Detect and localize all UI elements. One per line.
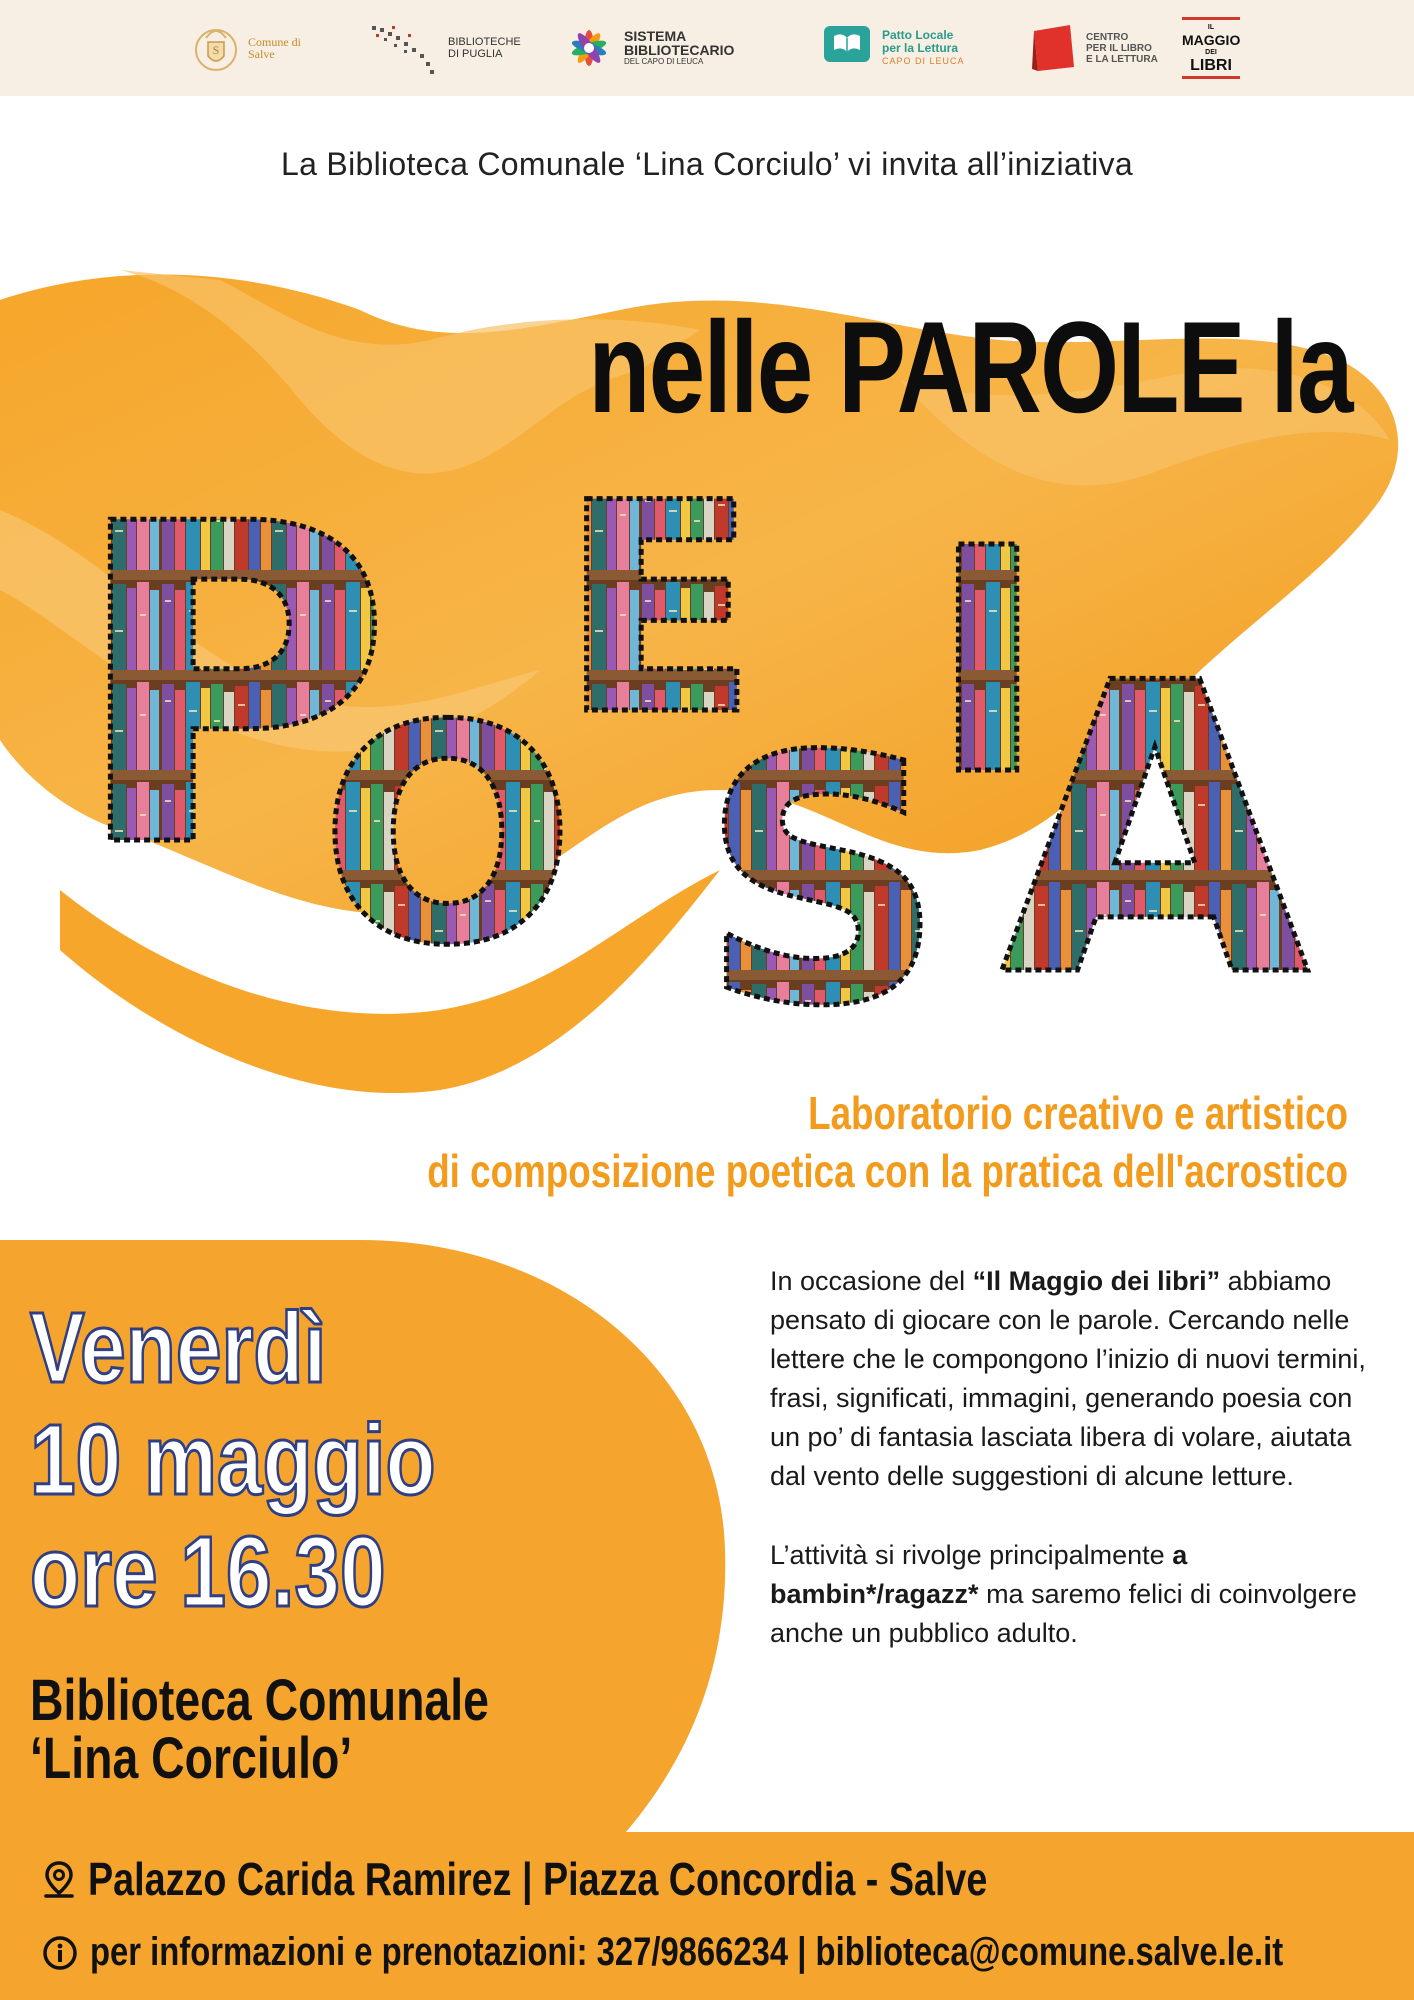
description: [770, 1262, 1370, 1693]
logo-bar: [0, 0, 1414, 96]
letter-p: P: [70, 432, 393, 944]
description-paragraph-1: In occasione del “Il Maggio dei libri” abbiamo pensato di giocare con le parole. Cercando nelle lettere che le compongono l’inizio di nuovi termini, frasi, significati, immagini, generando poesia con un po’ di fantasia lasciata libera di volare, aiutata dal vento delle suggestioni di alcune letture.: [770, 1266, 1366, 1491]
coat-of-arms-icon: [192, 20, 240, 76]
description-paragraph-2: L’attività si rivolge principalmente a bambin*/ragazz* ma saremo felici di coinvolgere anche un pubblico adulto.: [770, 1540, 1357, 1648]
poesia-bookshelf-word: [0, 380, 1414, 1020]
address-text: Palazzo Carida Ramirez | Piazza Concordia - Salve: [88, 1853, 988, 1905]
letter-s: S: [700, 685, 945, 1020]
patto-locale-logo: [822, 20, 965, 76]
maggio-dei-libri-logo: IL MAGGIO DEI LIBRI: [1182, 20, 1240, 76]
date-day-month: 10 maggio: [30, 1404, 436, 1516]
info-icon: [42, 1935, 78, 1971]
svg-text:S: S: [212, 43, 220, 57]
subtitle-line-2: di composizione poetica con la pratica dell'acrostico: [427, 1145, 1348, 1197]
date-time: ore 16.30: [30, 1516, 386, 1628]
centro-label: CENTRO PER IL LIBRO E LA LETTURA: [1086, 31, 1158, 65]
info-text: per informazioni e prenotazioni: 327/9866234 | biblioteca@comune.salve.le.it: [90, 1930, 1284, 1974]
sistema-label: SISTEMA BIBLIOTECARIO DEL CAPO DI LEUCA: [624, 28, 735, 66]
comune-salve-logo: [192, 20, 310, 76]
invite-line: La Biblioteca Comunale ‘Lina Corciulo’ vi invita all’iniziativa: [281, 146, 1133, 182]
event-title: nelle PAROLE la: [588, 294, 1352, 440]
patto-label: Patto Locale per la Lettura CAPO DI LEUCA: [882, 27, 965, 66]
red-book-icon: [1030, 23, 1078, 73]
venue-name: Biblioteca Comunale ‘Lina Corciulo’: [30, 1668, 489, 1791]
letter-o: O: [320, 662, 576, 1011]
sistema-bibliotecario-logo: [562, 20, 734, 76]
puglia-map-icon: [368, 20, 440, 76]
open-book-icon: [822, 22, 874, 74]
centro-libro-logo: [1030, 20, 1158, 76]
info-row: [42, 1930, 1414, 1975]
address-row: [42, 1852, 1185, 1906]
star-people-icon: [562, 21, 616, 75]
location-pin-icon: [42, 1859, 76, 1899]
letter-a: A: [1000, 600, 1310, 1020]
footer-bar: [0, 1832, 1414, 2000]
comune-label: Comune di Salve: [248, 35, 301, 61]
letter-e: E: [560, 442, 759, 779]
biblioteche-puglia-logo: [368, 20, 521, 76]
subtitle: [427, 1084, 1348, 1200]
biblioteche-label: BIBLIOTECHE DI PUGLIA: [448, 36, 521, 60]
letter-i: I: [930, 483, 1046, 844]
date-weekday: Venerdì: [30, 1292, 327, 1404]
subtitle-line-1: Laboratorio creativo e artistico: [808, 1087, 1348, 1139]
